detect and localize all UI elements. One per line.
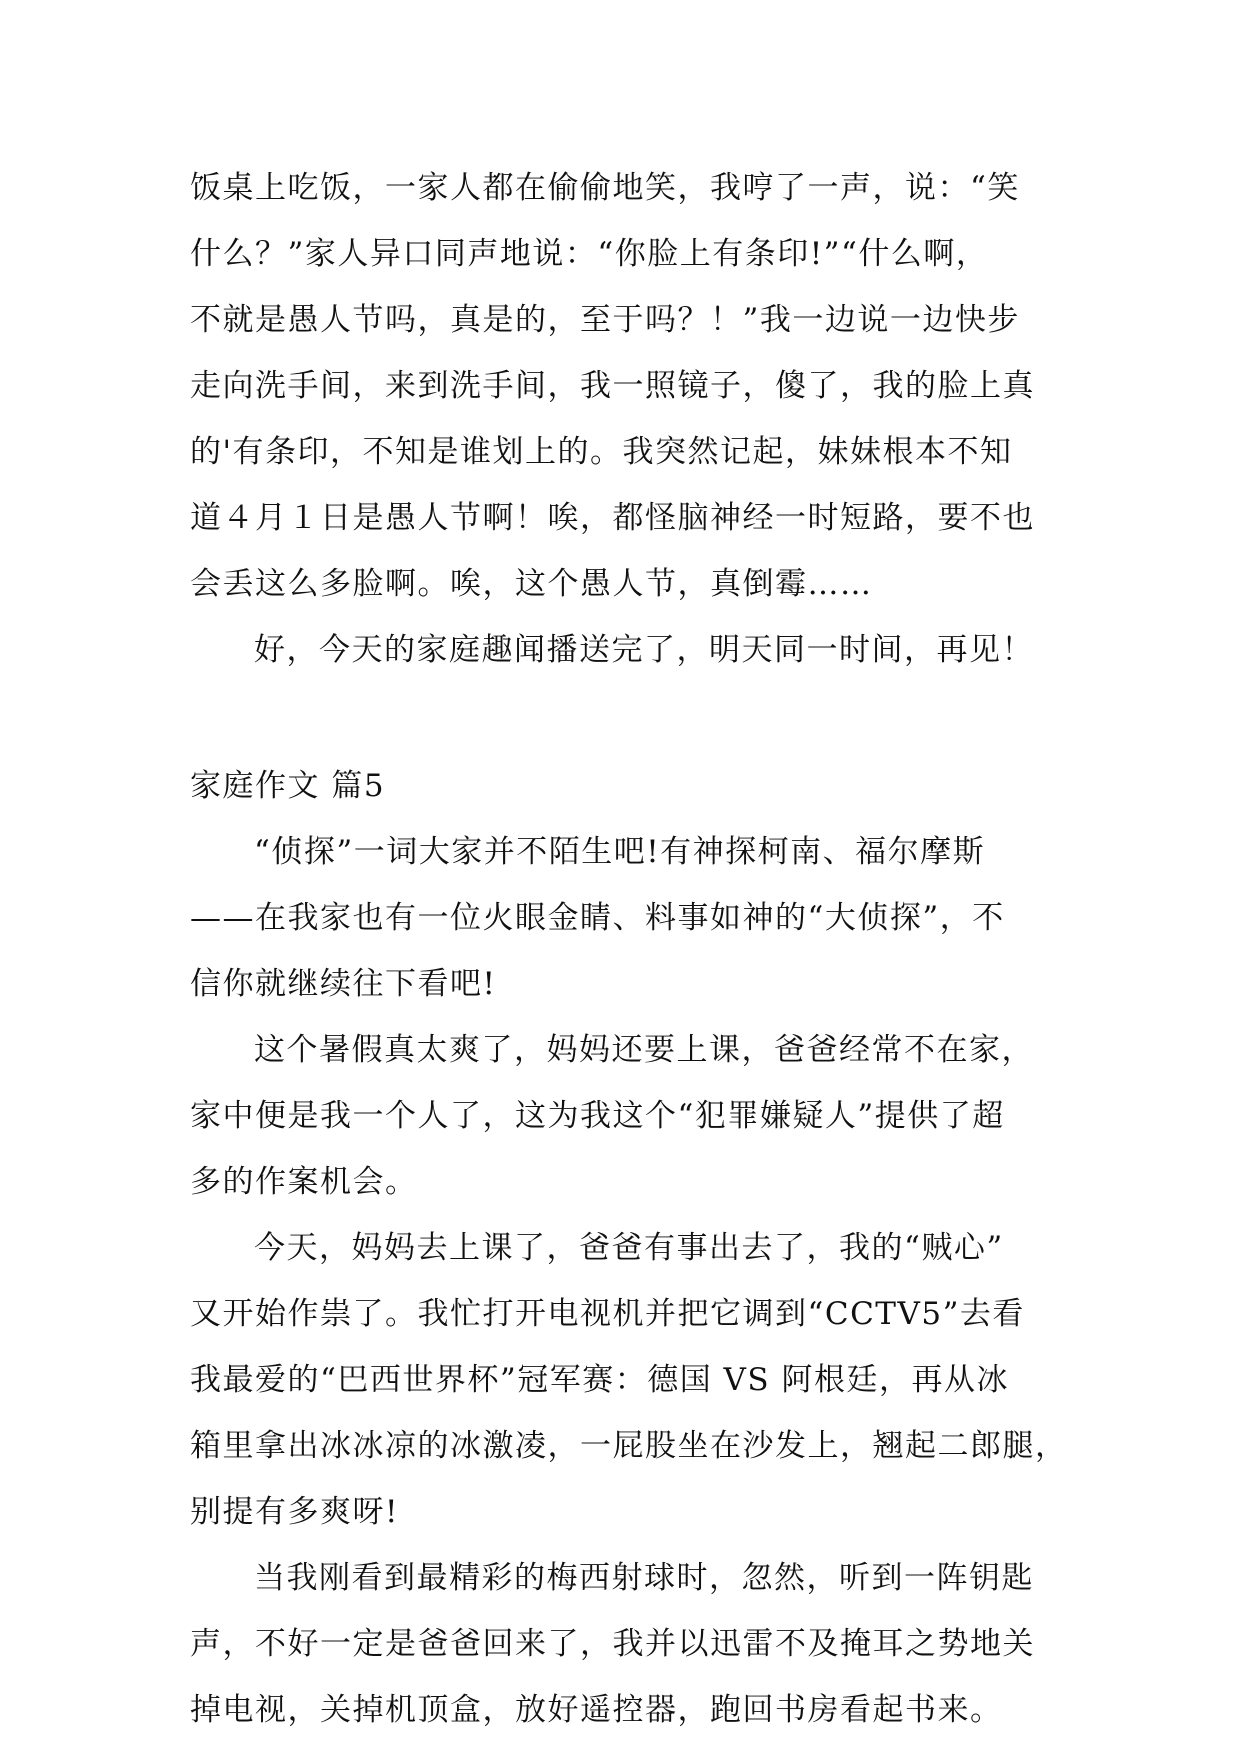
text-line: 声，不好一定是爸爸回来了，我并以迅雷不及掩耳之势地关 [190, 1626, 1035, 1662]
text-line: 的'有条印，不知是谁划上的。我突然记起，妹妹根本不知 [190, 434, 1013, 470]
text-line: 家中便是我一个人了，这为我这个“犯罪嫌疑人”提供了超 [190, 1098, 1005, 1134]
text-line: 又开始作祟了。我忙打开电视机并把它调到“CCTV5”去看 [190, 1296, 1025, 1332]
paragraph [190, 617, 1070, 683]
text-line: 饭桌上吃饭，一家人都在偷偷地笑，我哼了一声，说：“笑 [190, 170, 1020, 206]
text-line: 我最爱的“巴西世界杯”冠军赛：德国 VS 阿根廷，再从冰 [190, 1362, 1010, 1398]
text-line: 信你就继续往下看吧! [190, 966, 497, 1002]
paragraph [190, 1215, 1070, 1545]
text-line: 会丢这么多脸啊。唉，这个愚人节，真倒霉…… [190, 566, 873, 602]
document-body [190, 155, 1070, 1743]
paragraph [190, 155, 1070, 617]
section-title: 家庭作文 篇5 [190, 768, 386, 804]
text-line: 不就是愚人节吗，真是的，至于吗？！”我一边说一边快步 [190, 302, 1020, 338]
text-line: 今天，妈妈去上课了，爸爸有事出去了，我的“贼心” [254, 1230, 1004, 1266]
text-line: 多的作案机会。 [190, 1164, 418, 1200]
paragraph [190, 819, 1070, 1017]
text-line: ——在我家也有一位火眼金睛、料事如神的“大侦探”，不 [190, 900, 1005, 936]
text-line: 这个暑假真太爽了，妈妈还要上课，爸爸经常不在家， [254, 1032, 1034, 1068]
text-line: 当我刚看到最精彩的梅西射球时，忽然，听到一阵钥匙 [254, 1560, 1034, 1596]
text-line: 什么？”家人异口同声地说：“你脸上有条印!”“什么啊， [190, 236, 989, 272]
paragraph [190, 1545, 1070, 1743]
text-line: “侦探”一词大家并不陌生吧!有神探柯南、福尔摩斯 [254, 834, 986, 870]
section-spacer [190, 683, 1070, 753]
text-line: 箱里拿出冰冰凉的冰激凌，一屁股坐在沙发上，翘起二郎腿， [190, 1428, 1068, 1464]
text-line: 好，今天的家庭趣闻播送完了，明天同一时间，再见！ [254, 632, 1034, 668]
text-line: 掉电视，关掉机顶盒，放好遥控器，跑回书房看起书来。 [190, 1692, 1003, 1728]
paragraph [190, 1017, 1070, 1215]
text-line: 走向洗手间，来到洗手间，我一照镜子，傻了，我的脸上真 [190, 368, 1035, 404]
text-line: 道４月１日是愚人节啊！唉，都怪脑神经一时短路，要不也 [190, 500, 1035, 536]
text-line: 别提有多爽呀! [190, 1494, 399, 1530]
